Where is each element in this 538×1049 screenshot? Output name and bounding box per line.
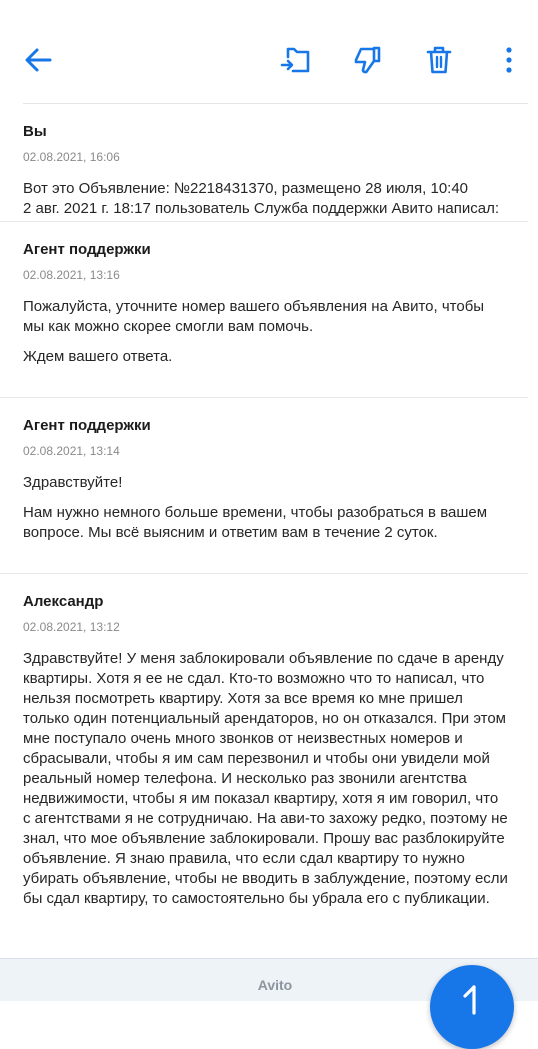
message-item: [0, 398, 528, 574]
message-sender: Агент поддержки: [23, 417, 151, 434]
message-item: [0, 222, 528, 398]
message-text: Здравствуйте! У меня заблокировали объявление по сдаче в аренду квартиры. Хотя я ее не сдал. Кто-то возможно что то написал, что нельзя посмотреть квартиру. Хотя за все время ко мне пришел только один потенциальный арендаторов, но он отказался. При этом мне поступало очень много звонков от неизвестных номеров и сбрасывали, чтобы я им сам перезвонил и чтобы они увидели мой реальный номер телефона. И несколько раз звонили агентства недвижимости, чтобы я им показал квартиру, хотя я им говорил, что с агентствами я не сотрудничаю. На ави-то захожу редко, поэтому не знал, что мое объявление заблокировали. Прошу вас разблокируйте объявление. Я знаю правила, что если сдал квартиру то нужно убирать объявление, чтобы не вводить в заблуждение, поэтому если бы сдал квартиру, то самостоятельно бы убрала его с публикации.: [23, 650, 513, 907]
message-text: Здравствуйте!: [23, 474, 123, 491]
thumbs-down-icon: [351, 44, 383, 76]
message-thread: [0, 104, 538, 923]
move-to-folder-button[interactable]: [275, 40, 315, 80]
message-sender: Вы: [23, 123, 47, 140]
message-sender: Агент поддержки: [23, 241, 151, 258]
back-arrow-icon: [22, 44, 54, 76]
message-item: [0, 574, 528, 923]
back-button[interactable]: [18, 40, 58, 80]
message-text: Ждем вашего ответа.: [23, 348, 173, 365]
message-date: 02.08.2021, 13:16: [23, 268, 120, 282]
message-text: Вот это Объявление: №2218431370, размещено 28 июля, 10:40 2 авг. 2021 г. 18:17 пользователь Служба поддержки Авито написал:: [23, 180, 499, 217]
spam-button[interactable]: [347, 40, 387, 80]
toolbar: [0, 0, 538, 104]
bottom-bar-label: Avito: [257, 977, 293, 993]
message-text: Пожалуйста, уточните номер вашего объявления на Авито, чтобы мы как можно скорее смогли вам помочь.: [23, 298, 489, 335]
delete-button[interactable]: [419, 40, 459, 80]
more-options-button[interactable]: [489, 40, 529, 80]
message-item: [0, 104, 528, 222]
message-date: 02.08.2021, 13:14: [23, 444, 120, 458]
message-sender: Александр: [23, 593, 104, 610]
message-text: Нам нужно немного больше времени, чтобы разобраться в вашем вопросе. Мы всё выясним и ответим вам в течение 2 суток.: [23, 504, 492, 541]
message-date: 02.08.2021, 16:06: [23, 150, 120, 164]
reply-fab-button[interactable]: [430, 965, 514, 1049]
trash-icon: [423, 44, 455, 76]
reply-icon: [454, 983, 486, 1015]
move-to-folder-icon: [279, 44, 311, 76]
more-vertical-icon: [493, 44, 525, 76]
message-date: 02.08.2021, 13:12: [23, 620, 120, 634]
